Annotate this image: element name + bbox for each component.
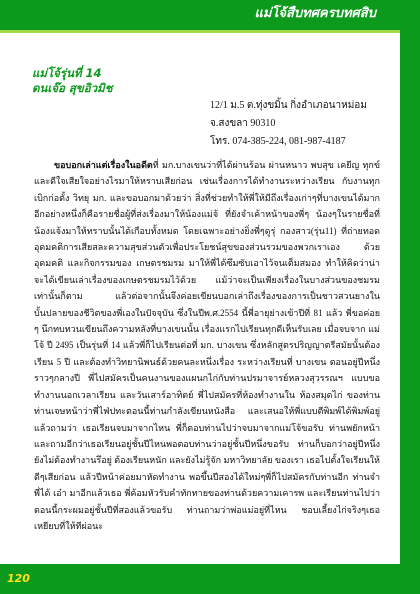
address-line-2: จ.สงขลา 90310 (210, 118, 276, 129)
phone-number: โทร. 074-385-224, 081-987-4187 (210, 136, 346, 147)
footer-band (0, 564, 420, 594)
contact-block (210, 97, 367, 151)
section-title: แม่โจ้สืบทศครบทศสิบ (254, 6, 376, 21)
article-lead: ขอบอกเล่าแต่เรื่องในอดีต (54, 160, 153, 170)
header-accent-strip (0, 30, 420, 33)
article-text: ที่ มก.บางเขนว่าที่ได้ผ่านร้อน ผ่านหนาว พบสุข เคยีญ ทุกข์ และดีใจเสียใจอย่างไรมาให้หราบเสียก่อน เช่นเรื่องการได้ทำงานระหว่างเรียน กับงานทุกเบิกก่อตั้ง วิทยุ มก. และขอบอกมาด้วยว่า สิ่งที่ช่วยทำให้พี่ให้มีถึงเรื่องเก่าๆที่บางเขนได้มากอีกอย่างหนึ่งก็คือรายชื่อผู้ที่ส่งเรื่องมาให้น้องแม่จ้ ที่ยังจำเค้าหน้าของพี่ๆ น้องๆในรายชื่อที่น้องแจ้งมาให้ทราบนั้นได้เกือบทั้งหมด โดยเฉพาะอย่างยิ่งพี่ๆดูรุ่ กองสาว(รุ่น11) ที่ถ่ายทอดอุดมคติการเสียสละความสุขส่วนตัวเพื่อประโยชน์สุขของส่วนรวมของพวกเราเอง ด้วยอุดมคติ และกิจกรรมของ เกษตรชมรม มาให้พี่ได้ซึมซับเอาไว้จนเต็มสมอง ทำให้คิดว่าน่าจะได้เขียนเล่าเรื่องของเกษตรชมรมไว้ด้วย แม้ว่าจะเป็นเพียงเรื่องในบางส่วนของชมรมเท่านั้นก็ตาม แล้วต่อจากนั้นจึงค่อยเขียนบอกเล่าถึงเรื่องของการเป็นชาวสวนยางในบั้นปลายของชีวิตของพี่เองในปัจจุบัน ซึ่งในปีพ.ศ.2554 นี้พี่อายุย่างเข้าปีที่ 81 แล้ว พี่ขอค่อย ๆ นึกทบทวนเขียนถึงความหลังที่บางเขนนั้น เรื่องแรกไปเรียนทุกดีเห็นรับเลย เมื่อจบจาก แม่โจ้ ปี 2495 เป็นรุ่นที่ 14 แล้วพี่ก็ไปเรียนต่อที่ มก. บางเขน ซึ่งหลักสูตรปริญญาตรีสมัยนั้นต้องเรียน 5 ปี และต้องทำวิทยานิพนธ์ด้วยคนละหนึ่งเรื่อง ระหว่างเรียนที่ บางเขน ตอนอยู่ปีหนึ่งราวๆกลางปี พี่ไปสมัครเป็นคนงานของแผนกไก่กับท่านปรมาจารย์หลวงสุวรรณฯ แบบขอทำงานนอกเวลาเรียน และวันเสาร์อาทิตย์ พี่ไปสมัครที่ห้องทำงานใน ห้องสมุดไก่ ของท่าน ท่านเจษหน้าว่าพี่ไฟ่ปทะตอนนี้ท่านกำลังเขียนหนังสือ และเสนอให้พี่แบบตีพิมพ์ได้พิมพ์อยู่ แล้วถามว่า เธอเรียนจบมาจากไหน พี่ก็ตอบท่านไปว่าจบมาจากแม่โจ้ขอรับ ท่านพยักหน้า และถามอีกว่าเธอเรียนอยู่ชั้นปีไหนพอตอบท่านว่าอยู่ชั้นปีหนึ่งขอรับ ท่านก็บอกว่าอยู่ปีหนึ่งยังไม่ต้องทำงานรึอยู่ ต้องเรียนหนัก และยังไม่รู้จัก มหาวิทยาลัย ของเรา เธอไปตั้งใจเรียนให้ดีๆเสียก่อน แล้วปีหน้าค่อยมาหัดทำงาน พอขึ้นปีสองได้ใหม่ๆพี่ก็ไปสมัครกับท่านอีก ท่านจำพี่ได้ เอ๋า มาอีกแล้วเธอ พี่ค้อมหัวรับคำทักทายของท่านด้วยความเคารพ และเรียนท่านไปว่าตอนนี้กระผมอยู่ชั้นปีที่สองแล้วขอรับ ท่านถามว่าพ่อแม่อยู่ที่ไหน ชอบเลี้ยงไก่จริงๆเธอ เหยียบที่ให้ทีผ่อนะ (34, 160, 380, 531)
right-side-band (400, 30, 420, 564)
generation-label: แม่โจ้รุ่นที่ 14 (32, 66, 102, 80)
address-line-1: 12/1 ม.5 ต.ทุ่งขมิ้น กิ่งอำเภอนาหม่อม (210, 100, 367, 111)
author-name: ดนเจ๊อ สุขอิวมิช (32, 81, 113, 95)
profile-heading (32, 66, 113, 96)
page-number: 120 (7, 572, 30, 585)
article-body (34, 157, 380, 534)
